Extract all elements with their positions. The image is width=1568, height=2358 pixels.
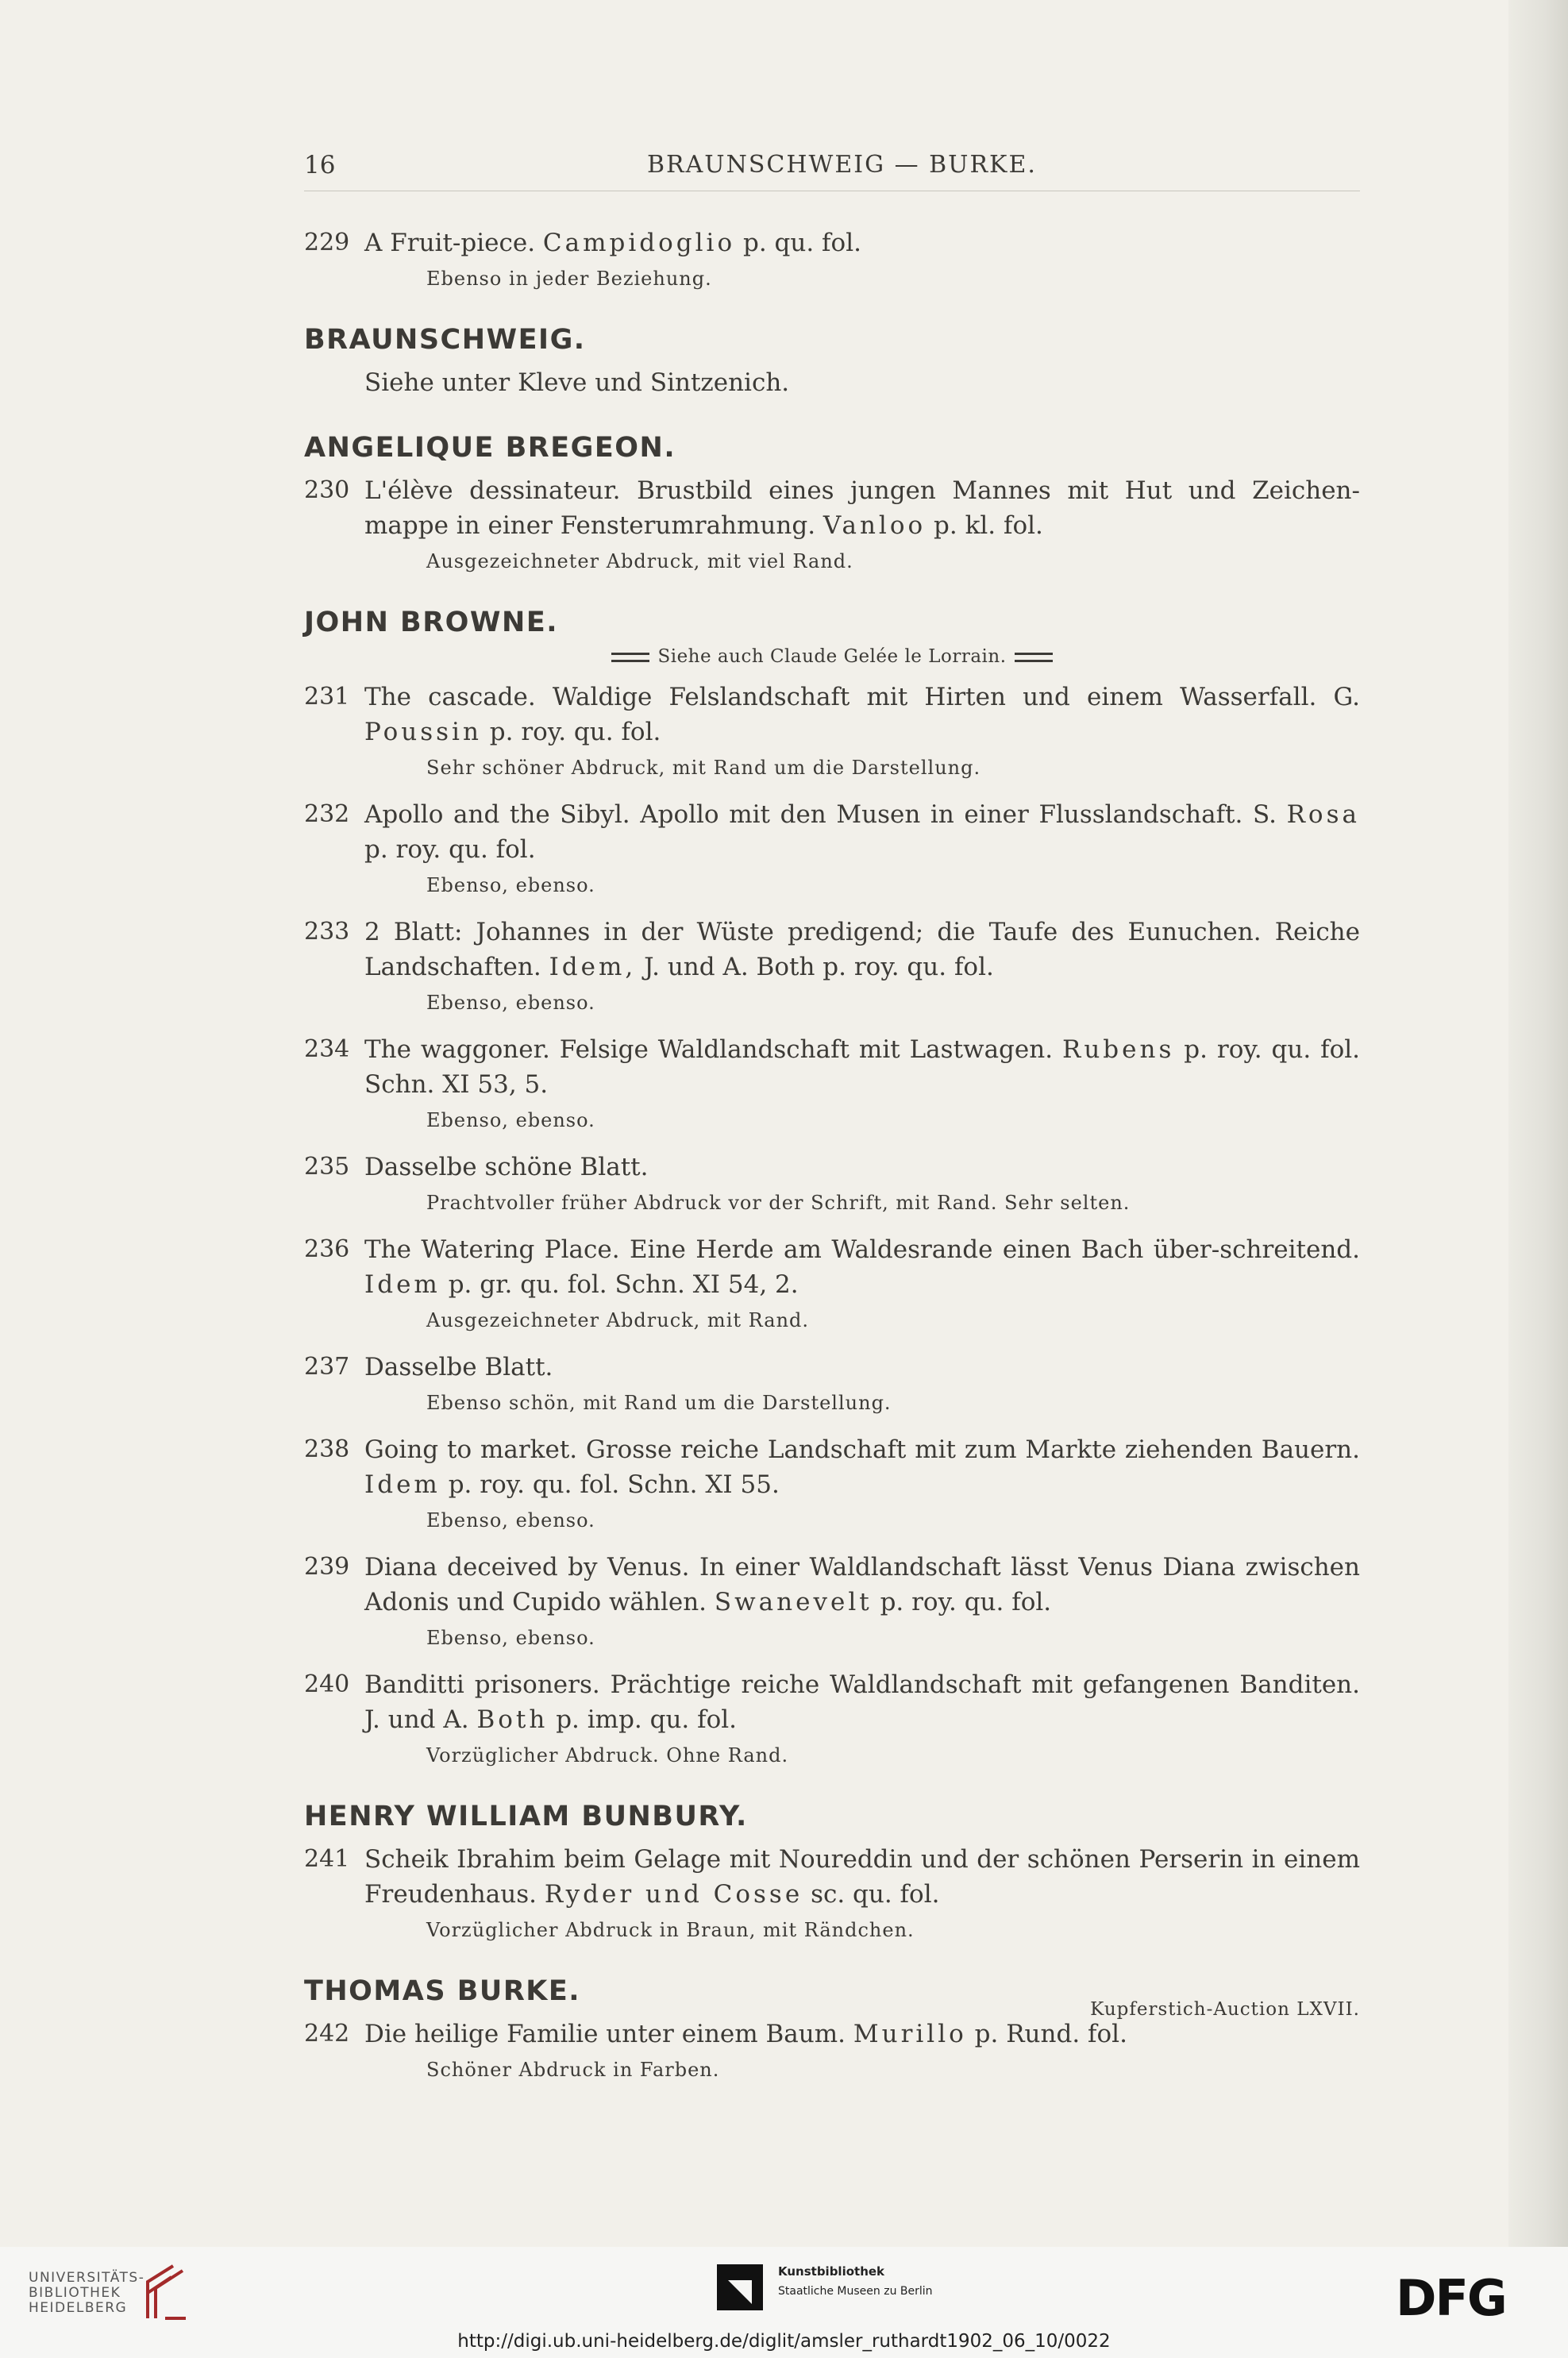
see-reference: Siehe unter Kleve und Sintzenich.: [364, 368, 790, 397]
lot-body: [364, 1032, 1360, 1134]
cross-reference: [304, 646, 1360, 667]
library-line: BIBLIOTHEK: [29, 2285, 121, 2301]
lot-description: [364, 1842, 1360, 1912]
lot-format: p. roy. qu. fol.: [880, 1588, 1052, 1616]
lot-artist-name: Idem,: [549, 953, 637, 981]
dfg-logo[interactable]: DFG: [1396, 2269, 1506, 2327]
lot-artist-name: Murillo: [853, 2020, 967, 2048]
lot-format: J. und A. Both p. roy. qu. fol.: [644, 953, 994, 981]
university-library-logo[interactable]: [29, 2271, 144, 2316]
lot-body: [364, 1432, 1360, 1534]
lot-title: Dasselbe schöne Blatt.: [364, 1153, 649, 1181]
lot-entry: [304, 1150, 1360, 1216]
lot-format: p. Rund. fol.: [974, 2020, 1127, 2048]
lot-format: p. imp. qu. fol.: [556, 1705, 738, 1734]
lot-condition-note: Ebenso, ebenso.: [426, 1509, 595, 1532]
lot-number: 240: [304, 1670, 350, 1698]
lot-artist-name: Ryder und Cosse: [544, 1880, 803, 1909]
lot-description: [364, 1150, 1360, 1185]
lot-condition-note: Prachtvoller früher Abdruck vor der Schrift, mit Rand. Sehr selten.: [426, 1192, 1131, 1214]
lot-description: [364, 1432, 1360, 1502]
lot-number: 233: [304, 918, 350, 946]
source-url[interactable]: http://digi.ub.uni-heidelberg.de/diglit/amsler_ruthardt1902_06_10/0022: [457, 2331, 1111, 2352]
kunstbibliothek-subtitle: Staatliche Museen zu Berlin: [778, 2285, 933, 2298]
lot-format: p. roy. qu. fol.: [364, 835, 536, 864]
lot-body: [364, 1667, 1360, 1769]
lot-entry: [304, 1667, 1360, 1769]
lot-description: [364, 225, 1360, 260]
lot-condition-note: Ausgezeichneter Abdruck, mit viel Rand.: [426, 550, 853, 572]
lot-title: L'élève dessinateur. Brustbild eines jungen Mannes mit Hut und Zeichen-mappe in einer Fensterumrahmung.: [364, 476, 1360, 540]
lot-artist-name: Idem: [364, 1270, 441, 1299]
lot-format: p. roy. qu. fol. Schn. XI 53, 5.: [364, 1035, 1361, 1099]
artist-heading: THOMAS BURKE.: [304, 1975, 581, 2007]
lot-body: [364, 797, 1360, 899]
lot-artist-name: Both: [476, 1705, 549, 1734]
lot-number: 230: [304, 476, 350, 504]
cross-reference-text: Siehe auch Claude Gelée le Lorrain.: [657, 646, 1007, 667]
lot-entry: [304, 2017, 1360, 2083]
lot-number: 242: [304, 2020, 350, 2048]
lot-description: [364, 2017, 1360, 2052]
kunstbibliothek-logo-icon[interactable]: [717, 2264, 763, 2310]
lot-body: [364, 915, 1360, 1016]
lot-condition-note: Ebenso, ebenso.: [426, 1627, 595, 1649]
lot-format: p. roy. qu. fol.: [489, 718, 661, 746]
lot-number: 231: [304, 683, 350, 711]
lot-condition-note: Ebenso schön, mit Rand um die Darstellung.: [426, 1392, 892, 1414]
artist-heading: JOHN BROWNE.: [304, 607, 559, 638]
lot-description: [364, 473, 1360, 543]
lot-condition-note: Ebenso, ebenso.: [426, 1109, 595, 1131]
lot-condition-note: Schöner Abdruck in Farben.: [426, 2059, 720, 2081]
footer-bar: [0, 2247, 1568, 2358]
lot-description: [364, 797, 1360, 867]
lot-body: [364, 1550, 1360, 1651]
lot-artist-name: Rubens: [1061, 1035, 1175, 1064]
lot-format: p. roy. qu. fol. Schn. XI 55.: [448, 1470, 780, 1499]
lot-number: 241: [304, 1845, 350, 1873]
lot-entry: [304, 1232, 1360, 1334]
lot-condition-note: Vorzüglicher Abdruck. Ohne Rand.: [426, 1744, 789, 1767]
lot-body: [364, 680, 1360, 781]
lot-artist-name: Idem: [364, 1470, 441, 1499]
lot-body: [364, 1350, 1360, 1416]
library-line: HEIDELBERG: [29, 2300, 128, 2316]
library-mark-icon: [141, 2261, 191, 2321]
sale-name: Kupferstich-Auction LXVII.: [1090, 1999, 1360, 2020]
lot-title: Scheik Ibrahim beim Gelage mit Noureddin und der schönen Perserin in einem Freudenhaus.: [364, 1845, 1360, 1909]
lot-description: [364, 915, 1360, 984]
lot-entry: [304, 225, 1360, 292]
lot-condition-note: Ausgezeichneter Abdruck, mit Rand.: [426, 1309, 810, 1331]
lot-body: [364, 473, 1360, 575]
lot-number: 229: [304, 229, 350, 256]
lot-entry: [304, 1350, 1360, 1416]
lot-condition-note: Ebenso in jeder Beziehung.: [426, 268, 712, 290]
lot-title: 2 Blatt: Johannes in der Wüste predigend; die Taufe des Eunuchen. Reiche Landschaften.: [364, 918, 1360, 981]
lot-title: Diana deceived by Venus. In einer Waldlandschaft lässt Venus Diana zwischen Adonis und Cupido wählen.: [364, 1553, 1360, 1616]
double-rule-icon: [1015, 653, 1053, 662]
artist-heading: HENRY WILLIAM BUNBURY.: [304, 1801, 748, 1832]
lot-title: Dasselbe Blatt.: [364, 1353, 553, 1381]
double-rule-icon: [611, 653, 649, 662]
lot-number: 232: [304, 800, 350, 828]
lot-artist-name: Vanloo: [823, 511, 927, 540]
lot-format: sc. qu. fol.: [811, 1880, 940, 1909]
lot-title: Going to market. Grosse reiche Landschaft mit zum Markte ziehenden Bauern.: [364, 1435, 1360, 1464]
lot-entry: [304, 1550, 1360, 1651]
lot-condition-note: Vorzüglicher Abdruck in Braun, mit Rändchen.: [426, 1919, 915, 1941]
lot-entry: [304, 915, 1360, 1016]
library-line: UNIVERSITÄTS-: [29, 2270, 145, 2286]
lot-number: 239: [304, 1553, 350, 1581]
lot-format: p. qu. fol.: [742, 229, 861, 257]
lot-description: [364, 680, 1360, 749]
lot-condition-note: Sehr schöner Abdruck, mit Rand um die Darstellung.: [426, 757, 981, 779]
kunstbibliothek-text: [778, 2264, 933, 2298]
lot-condition-note: Ebenso, ebenso.: [426, 992, 595, 1014]
lot-artist-name: Rosa: [1286, 800, 1360, 829]
lot-body: [364, 1842, 1360, 1944]
catalogue-entries: [304, 225, 1360, 2099]
page-number: 16: [304, 151, 336, 179]
lot-condition-note: Ebenso, ebenso.: [426, 874, 595, 896]
lot-artist-name: Campidoglio: [542, 229, 736, 257]
lot-title: A Fruit-piece.: [364, 229, 536, 257]
lot-title: The Watering Place. Eine Herde am Waldesrande einen Bach über-schreitend.: [364, 1235, 1360, 1264]
artist-heading: BRAUNSCHWEIG.: [304, 324, 586, 356]
kunstbibliothek-title: Kunstbibliothek: [778, 2264, 885, 2279]
lot-description: [364, 1232, 1360, 1302]
lot-title: Apollo and the Sibyl. Apollo mit den Musen in einer Flusslandschaft. S.: [364, 800, 1277, 829]
running-head: [304, 151, 1360, 184]
lot-body: [364, 1150, 1360, 1216]
artist-heading: ANGELIQUE BREGEON.: [304, 432, 676, 464]
lot-description: [364, 1667, 1360, 1737]
lot-number: 235: [304, 1153, 350, 1181]
lot-number: 234: [304, 1035, 350, 1063]
lot-number: 238: [304, 1435, 350, 1463]
lot-description: [364, 1032, 1360, 1102]
lot-body: [364, 2017, 1360, 2083]
header-title: BRAUNSCHWEIG — BURKE.: [647, 151, 1037, 179]
lot-description: [364, 1350, 1360, 1385]
lot-format: p. kl. fol.: [934, 511, 1043, 540]
lot-title: The cascade. Waldige Felslandschaft mit Hirten und einem Wasserfall. G.: [364, 683, 1360, 711]
lot-entry: [304, 797, 1360, 899]
lot-entry: [304, 473, 1360, 575]
lot-entry: [304, 1432, 1360, 1534]
lot-format: p. gr. qu. fol. Schn. XI 54, 2.: [448, 1270, 799, 1299]
lot-artist-name: Swanevelt: [714, 1588, 873, 1616]
lot-title: The waggoner. Felsige Waldlandschaft mit Lastwagen.: [364, 1035, 1054, 1064]
lot-artist-name: Poussin: [364, 718, 482, 746]
lot-number: 237: [304, 1353, 350, 1381]
lot-entry: [304, 1032, 1360, 1134]
lot-number: 236: [304, 1235, 350, 1263]
lot-body: [364, 1232, 1360, 1334]
page-edge: [1508, 0, 1568, 2247]
lot-description: [364, 1550, 1360, 1620]
lot-entry: [304, 1842, 1360, 1944]
lot-entry: [304, 680, 1360, 781]
lot-title: Die heilige Familie unter einem Baum.: [364, 2020, 846, 2048]
lot-title: Banditti prisoners. Prächtige reiche Waldlandschaft mit gefangenen Banditen. J. und A.: [364, 1670, 1360, 1734]
lot-body: [364, 225, 1360, 292]
